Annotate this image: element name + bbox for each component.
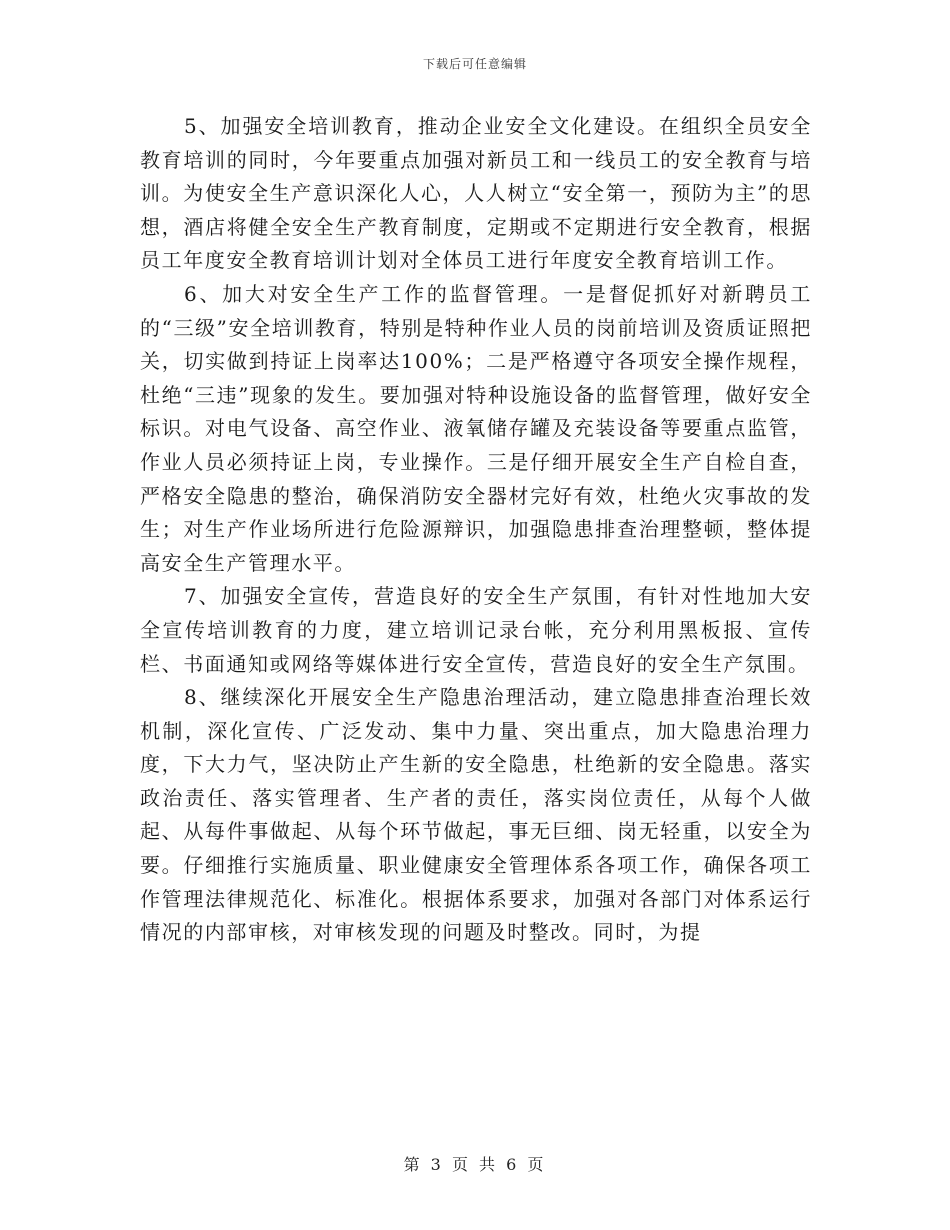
page-number-footer: 第 3 页 共 6 页 — [403, 1155, 547, 1174]
paragraph-6: 6、加大对安全生产工作的监督管理。一是督促抓好对新聘员工的“三级”安全培训教育，特别是特种作业人员的岗前培训及资质证照把关，切实做到持证上岗率达100%；二是严格遵守各项安全操作规程，杜绝“三违”现象的发生。要加强对特种设施设备的监督管理，做好安全标识。对电气设备、高空作业、液氧储存罐及充装设备等要重点监管，作业人员必须持证上岗，专业操作。三是仔细开展安全生产自检自查，严格安全隐患的整治，确保消防安全器材完好有效，杜绝火灾事故的发生；对生产作业场所进行危险源辩识，加强隐患排查治理整顿，整体提高安全生产管理水平。 — [140, 281, 812, 575]
document-body — [140, 110, 812, 950]
paragraph-7: 7、加强安全宣传，营造良好的安全生产氛围，有针对性地加大安全宣传培训教育的力度，建立培训记录台帐，充分利用黑板报、宣传栏、书面通知或网络等媒体进行安全宣传，营造良好的安全生产氛围。 — [140, 584, 812, 676]
paragraph-5: 5、加强安全培训教育，推动企业安全文化建设。在组织全员安全教育培训的同时，今年要重点加强对新员工和一线员工的安全教育与培训。为使安全生产意识深化人心，人人树立“安全第一，预防为主”的思想，酒店将健全安全生产教育制度，定期或不定期进行安全教育，根据员工年度安全教育培训计划对全体员工进行年度安全教育培训工作。 — [140, 114, 812, 273]
paragraph-8: 8、继续深化开展安全生产隐患治理活动，建立隐患排查治理长效机制，深化宣传、广泛发动、集中力量、突出重点，加大隐患治理力度，下大力气，坚决防止产生新的安全隐患，杜绝新的安全隐患。落实政治责任、落实管理者、生产者的责任，落实岗位责任，从每个人做起、从每件事做起、从每个环节做起，事无巨细、岗无轻重，以安全为要。仔细推行实施质量、职业健康安全管理体系各项工作，确保各项工作管理法律规范化、标准化。根据体系要求，加强对各部门对体系运行情况的内部审核，对审核发现的问题及时整改。同时，为提 — [140, 685, 812, 945]
page-header: 下载后可任意编辑 — [422, 57, 527, 71]
